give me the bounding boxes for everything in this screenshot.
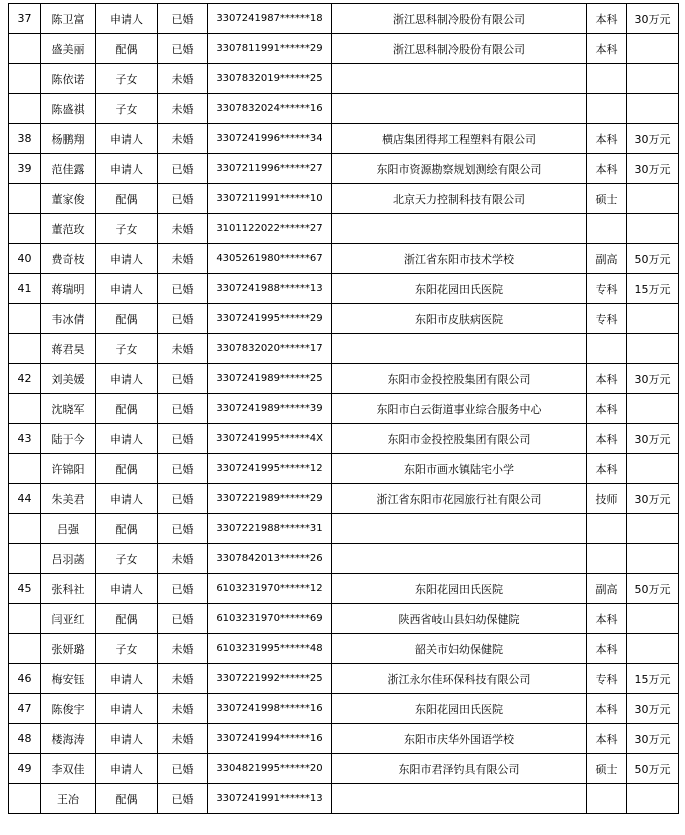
marital-status-cell: 已婚 — [158, 484, 208, 514]
table-row — [9, 484, 679, 514]
id-number-cell: 3307832019******25 — [208, 64, 332, 94]
table-row — [9, 724, 679, 754]
role-cell: 申请人 — [96, 484, 158, 514]
employer-cell: 北京天力控制科技有限公司 — [332, 184, 587, 214]
table-row — [9, 574, 679, 604]
role-cell: 子女 — [96, 634, 158, 664]
amount-cell: 30万元 — [627, 694, 679, 724]
id-number-cell: 3307241995******12 — [208, 454, 332, 484]
amount-cell — [627, 394, 679, 424]
id-number-cell: 3304821995******20 — [208, 754, 332, 784]
seq-number-cell: 42 — [9, 364, 41, 394]
seq-number-cell — [9, 94, 41, 124]
table-row — [9, 694, 679, 724]
role-cell: 申请人 — [96, 124, 158, 154]
employer-cell: 韶关市妇幼保健院 — [332, 634, 587, 664]
education-cell: 硕士 — [587, 754, 627, 784]
table-row — [9, 604, 679, 634]
employer-cell: 浙江省东阳市花园旅行社有限公司 — [332, 484, 587, 514]
amount-cell: 30万元 — [627, 424, 679, 454]
amount-cell — [627, 454, 679, 484]
marital-status-cell: 已婚 — [158, 454, 208, 484]
role-cell: 申请人 — [96, 664, 158, 694]
employer-cell: 陕西省岐山县妇幼保健院 — [332, 604, 587, 634]
marital-status-cell: 未婚 — [158, 634, 208, 664]
seq-number-cell — [9, 604, 41, 634]
employer-cell: 东阳花园田氏医院 — [332, 274, 587, 304]
amount-cell — [627, 34, 679, 64]
employer-cell: 浙江思科制冷股份有限公司 — [332, 4, 587, 34]
employer-cell — [332, 784, 587, 814]
table-row — [9, 94, 679, 124]
education-cell: 本科 — [587, 34, 627, 64]
marital-status-cell: 已婚 — [158, 304, 208, 334]
amount-cell — [627, 334, 679, 364]
education-cell — [587, 334, 627, 364]
role-cell: 配偶 — [96, 454, 158, 484]
marital-status-cell: 已婚 — [158, 154, 208, 184]
education-cell: 本科 — [587, 634, 627, 664]
education-cell — [587, 784, 627, 814]
employer-cell: 浙江省东阳市技术学校 — [332, 244, 587, 274]
table-row — [9, 214, 679, 244]
table-row — [9, 754, 679, 784]
id-number-cell: 4305261980******67 — [208, 244, 332, 274]
employer-cell: 东阳花园田氏医院 — [332, 694, 587, 724]
id-number-cell: 3307211991******10 — [208, 184, 332, 214]
seq-number-cell: 40 — [9, 244, 41, 274]
id-number-cell: 6103231995******48 — [208, 634, 332, 664]
name-cell: 许锦阳 — [41, 454, 96, 484]
seq-number-cell — [9, 784, 41, 814]
employer-cell: 东阳市金投控股集团有限公司 — [332, 424, 587, 454]
employer-cell: 东阳市白云街道事业综合服务中心 — [332, 394, 587, 424]
seq-number-cell — [9, 544, 41, 574]
employer-cell — [332, 94, 587, 124]
id-number-cell: 3307241988******13 — [208, 274, 332, 304]
seq-number-cell: 48 — [9, 724, 41, 754]
marital-status-cell: 未婚 — [158, 64, 208, 94]
table-row — [9, 514, 679, 544]
amount-cell — [627, 184, 679, 214]
table-row — [9, 4, 679, 34]
name-cell: 张科社 — [41, 574, 96, 604]
education-cell: 副高 — [587, 574, 627, 604]
id-number-cell: 3307241996******34 — [208, 124, 332, 154]
name-cell: 李双佳 — [41, 754, 96, 784]
education-cell — [587, 64, 627, 94]
education-cell: 本科 — [587, 364, 627, 394]
id-number-cell: 6103231970******12 — [208, 574, 332, 604]
employer-cell — [332, 544, 587, 574]
marital-status-cell: 已婚 — [158, 574, 208, 604]
marital-status-cell: 未婚 — [158, 214, 208, 244]
name-cell: 陈卫富 — [41, 4, 96, 34]
amount-cell: 30万元 — [627, 154, 679, 184]
seq-number-cell — [9, 304, 41, 334]
name-cell: 吕强 — [41, 514, 96, 544]
amount-cell — [627, 634, 679, 664]
marital-status-cell: 未婚 — [158, 664, 208, 694]
seq-number-cell — [9, 454, 41, 484]
id-number-cell: 3307832024******16 — [208, 94, 332, 124]
education-cell: 硕士 — [587, 184, 627, 214]
name-cell: 费奇枝 — [41, 244, 96, 274]
amount-cell: 30万元 — [627, 724, 679, 754]
applicant-table — [8, 3, 679, 814]
table-row — [9, 334, 679, 364]
seq-number-cell — [9, 64, 41, 94]
role-cell: 申请人 — [96, 244, 158, 274]
id-number-cell: 3101122022******27 — [208, 214, 332, 244]
education-cell: 专科 — [587, 304, 627, 334]
id-number-cell: 3307241989******25 — [208, 364, 332, 394]
table-row — [9, 784, 679, 814]
role-cell: 配偶 — [96, 784, 158, 814]
seq-number-cell: 47 — [9, 694, 41, 724]
role-cell: 申请人 — [96, 364, 158, 394]
employer-cell: 东阳市资源勘察规划测绘有限公司 — [332, 154, 587, 184]
education-cell: 本科 — [587, 124, 627, 154]
seq-number-cell: 44 — [9, 484, 41, 514]
name-cell: 沈晓军 — [41, 394, 96, 424]
seq-number-cell: 38 — [9, 124, 41, 154]
amount-cell: 50万元 — [627, 244, 679, 274]
table-row — [9, 544, 679, 574]
employer-cell — [332, 64, 587, 94]
id-number-cell: 6103231970******69 — [208, 604, 332, 634]
table-row — [9, 364, 679, 394]
marital-status-cell: 未婚 — [158, 694, 208, 724]
education-cell: 本科 — [587, 394, 627, 424]
role-cell: 配偶 — [96, 394, 158, 424]
seq-number-cell: 41 — [9, 274, 41, 304]
seq-number-cell — [9, 214, 41, 244]
seq-number-cell — [9, 634, 41, 664]
seq-number-cell: 46 — [9, 664, 41, 694]
table-row — [9, 124, 679, 154]
amount-cell — [627, 214, 679, 244]
id-number-cell: 3307241998******16 — [208, 694, 332, 724]
name-cell: 陈盛祺 — [41, 94, 96, 124]
amount-cell — [627, 304, 679, 334]
marital-status-cell: 未婚 — [158, 334, 208, 364]
amount-cell: 30万元 — [627, 4, 679, 34]
table-row — [9, 34, 679, 64]
education-cell: 本科 — [587, 604, 627, 634]
amount-cell: 30万元 — [627, 364, 679, 394]
education-cell: 技师 — [587, 484, 627, 514]
amount-cell — [627, 784, 679, 814]
amount-cell — [627, 94, 679, 124]
seq-number-cell: 45 — [9, 574, 41, 604]
role-cell: 申请人 — [96, 424, 158, 454]
education-cell: 本科 — [587, 4, 627, 34]
id-number-cell: 3307211996******27 — [208, 154, 332, 184]
table-body — [9, 4, 679, 814]
role-cell: 申请人 — [96, 724, 158, 754]
name-cell: 盛美丽 — [41, 34, 96, 64]
employer-cell: 浙江思科制冷股份有限公司 — [332, 34, 587, 64]
id-number-cell: 3307221988******31 — [208, 514, 332, 544]
employer-cell: 横店集团得邦工程塑料有限公司 — [332, 124, 587, 154]
table-row — [9, 184, 679, 214]
name-cell: 蒋君昊 — [41, 334, 96, 364]
table-row — [9, 64, 679, 94]
role-cell: 配偶 — [96, 604, 158, 634]
role-cell: 申请人 — [96, 574, 158, 604]
amount-cell: 30万元 — [627, 124, 679, 154]
marital-status-cell: 已婚 — [158, 784, 208, 814]
name-cell: 陆于今 — [41, 424, 96, 454]
name-cell: 张妍璐 — [41, 634, 96, 664]
seq-number-cell: 43 — [9, 424, 41, 454]
education-cell — [587, 514, 627, 544]
marital-status-cell: 未婚 — [158, 724, 208, 754]
education-cell: 专科 — [587, 664, 627, 694]
name-cell: 韦冰倩 — [41, 304, 96, 334]
table-row — [9, 424, 679, 454]
employer-cell: 东阳市皮肤病医院 — [332, 304, 587, 334]
name-cell: 朱美君 — [41, 484, 96, 514]
marital-status-cell: 未婚 — [158, 94, 208, 124]
amount-cell — [627, 64, 679, 94]
seq-number-cell — [9, 334, 41, 364]
education-cell: 本科 — [587, 424, 627, 454]
amount-cell: 30万元 — [627, 484, 679, 514]
employer-cell — [332, 334, 587, 364]
amount-cell: 50万元 — [627, 574, 679, 604]
marital-status-cell: 已婚 — [158, 34, 208, 64]
seq-number-cell — [9, 34, 41, 64]
amount-cell — [627, 514, 679, 544]
name-cell: 梅安钰 — [41, 664, 96, 694]
table-row — [9, 634, 679, 664]
role-cell: 子女 — [96, 64, 158, 94]
table-row — [9, 154, 679, 184]
table-row — [9, 454, 679, 484]
name-cell: 楼海涛 — [41, 724, 96, 754]
id-number-cell: 3307241987******18 — [208, 4, 332, 34]
table-row — [9, 394, 679, 424]
marital-status-cell: 已婚 — [158, 274, 208, 304]
amount-cell: 15万元 — [627, 664, 679, 694]
name-cell: 陈俊宇 — [41, 694, 96, 724]
name-cell: 闫亚红 — [41, 604, 96, 634]
role-cell: 申请人 — [96, 694, 158, 724]
employer-cell — [332, 214, 587, 244]
id-number-cell: 3307241989******39 — [208, 394, 332, 424]
education-cell — [587, 94, 627, 124]
education-cell: 本科 — [587, 724, 627, 754]
amount-cell: 50万元 — [627, 754, 679, 784]
role-cell: 配偶 — [96, 514, 158, 544]
education-cell: 本科 — [587, 454, 627, 484]
marital-status-cell: 已婚 — [158, 424, 208, 454]
employer-cell: 东阳花园田氏医院 — [332, 574, 587, 604]
role-cell: 子女 — [96, 214, 158, 244]
amount-cell — [627, 604, 679, 634]
name-cell: 杨鹏翔 — [41, 124, 96, 154]
marital-status-cell: 已婚 — [158, 754, 208, 784]
marital-status-cell: 已婚 — [158, 364, 208, 394]
employer-cell: 东阳市庆华外国语学校 — [332, 724, 587, 754]
marital-status-cell: 已婚 — [158, 604, 208, 634]
seq-number-cell: 49 — [9, 754, 41, 784]
role-cell: 配偶 — [96, 304, 158, 334]
id-number-cell: 3307811991******29 — [208, 34, 332, 64]
seq-number-cell — [9, 184, 41, 214]
seq-number-cell — [9, 394, 41, 424]
name-cell: 蒋瑞明 — [41, 274, 96, 304]
role-cell: 申请人 — [96, 4, 158, 34]
marital-status-cell: 已婚 — [158, 394, 208, 424]
employer-cell: 东阳市金投控股集团有限公司 — [332, 364, 587, 394]
id-number-cell: 3307241994******16 — [208, 724, 332, 754]
marital-status-cell: 已婚 — [158, 184, 208, 214]
table-row — [9, 664, 679, 694]
id-number-cell: 3307241991******13 — [208, 784, 332, 814]
name-cell: 范佳露 — [41, 154, 96, 184]
marital-status-cell: 未婚 — [158, 124, 208, 154]
education-cell — [587, 544, 627, 574]
seq-number-cell — [9, 514, 41, 544]
seq-number-cell: 39 — [9, 154, 41, 184]
id-number-cell: 3307241995******4X — [208, 424, 332, 454]
seq-number-cell: 37 — [9, 4, 41, 34]
education-cell: 本科 — [587, 154, 627, 184]
role-cell: 配偶 — [96, 184, 158, 214]
table-row — [9, 244, 679, 274]
employer-cell: 东阳市画水镇陆宅小学 — [332, 454, 587, 484]
name-cell: 董范玫 — [41, 214, 96, 244]
role-cell: 申请人 — [96, 274, 158, 304]
name-cell: 王冶 — [41, 784, 96, 814]
id-number-cell: 3307241995******29 — [208, 304, 332, 334]
marital-status-cell: 未婚 — [158, 244, 208, 274]
education-cell: 专科 — [587, 274, 627, 304]
table-row — [9, 274, 679, 304]
marital-status-cell: 已婚 — [158, 4, 208, 34]
employer-cell: 浙江永尔佳环保科技有限公司 — [332, 664, 587, 694]
name-cell: 陈依诺 — [41, 64, 96, 94]
id-number-cell: 3307832020******17 — [208, 334, 332, 364]
name-cell: 董家俊 — [41, 184, 96, 214]
amount-cell — [627, 544, 679, 574]
employer-cell — [332, 514, 587, 544]
role-cell: 子女 — [96, 94, 158, 124]
employer-cell: 东阳市君泽钓具有限公司 — [332, 754, 587, 784]
education-cell: 本科 — [587, 694, 627, 724]
role-cell: 申请人 — [96, 754, 158, 784]
marital-status-cell: 已婚 — [158, 514, 208, 544]
role-cell: 子女 — [96, 544, 158, 574]
name-cell: 吕羽菡 — [41, 544, 96, 574]
name-cell: 刘美媛 — [41, 364, 96, 394]
role-cell: 配偶 — [96, 34, 158, 64]
role-cell: 申请人 — [96, 154, 158, 184]
id-number-cell: 3307842013******26 — [208, 544, 332, 574]
education-cell: 副高 — [587, 244, 627, 274]
id-number-cell: 3307221992******25 — [208, 664, 332, 694]
education-cell — [587, 214, 627, 244]
table-row — [9, 304, 679, 334]
id-number-cell: 3307221989******29 — [208, 484, 332, 514]
marital-status-cell: 未婚 — [158, 544, 208, 574]
role-cell: 子女 — [96, 334, 158, 364]
amount-cell: 15万元 — [627, 274, 679, 304]
